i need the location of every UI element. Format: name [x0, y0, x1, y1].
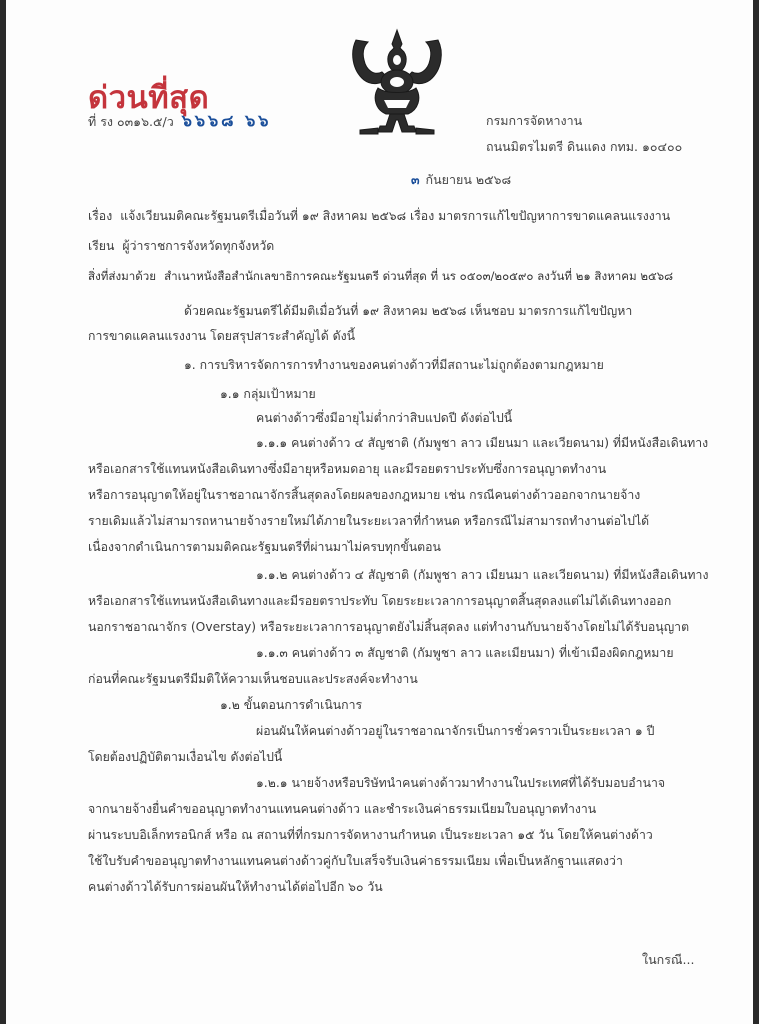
- body-line: หรือการอนุญาตให้อยู่ในราชอาณาจักรสิ้นสุดลงโดยผลของกฎหมาย เช่น กรณีคนต่างด้าวออกจากนายจ้าง: [88, 488, 641, 502]
- body-line: เนื่องจากดำเนินการตามมติคณะรัฐมนตรีที่ผ่านมาไม่ครบทุกขั้นตอน: [88, 540, 441, 554]
- subsection-heading: ๑.๑ กลุ่มเป้าหมาย: [220, 387, 316, 401]
- body-line: โดยต้องปฏิบัติตามเงื่อนไข ดังต่อไปนี้: [88, 750, 283, 764]
- body-line: รายเดิมแล้วไม่สามารถหานายจ้างรายใหม่ได้ภายในระยะเวลาที่กำหนด หรือกรณีไม่สามารถทำงานต่อไปได้: [88, 514, 650, 528]
- reference-prefix: ที่ รง ๐๓๑๖.๕/ว: [88, 114, 174, 129]
- date-day-handwritten: ๓: [411, 172, 420, 187]
- issuer-name: กรมการจัดหางาน: [486, 113, 583, 128]
- garuda-emblem-icon: [342, 22, 452, 142]
- body-line: ผ่อนผันให้คนต่างด้าวอยู่ในราชอาณาจักรเป็นการชั่วคราวเป็นระยะเวลา ๑ ปี: [256, 724, 655, 738]
- body-line: หรือเอกสารใช้แทนหนังสือเดินทางและมีรอยตราประทับ โดยระยะเวลาการอนุญาตสิ้นสุดลงแต่ไม่ได้เดินทางออก: [88, 594, 672, 608]
- body-line: ๑.๑.๓ คนต่างด้าว ๓ สัญชาติ (กัมพูชา ลาว และเมียนมา) ที่เข้าเมืองผิดกฎหมาย: [256, 646, 674, 660]
- body-line: ๑.๑.๑ คนต่างด้าว ๔ สัญชาติ (กัมพูชา ลาว เมียนมา และเวียดนาม) ที่มีหนังสือเดินทาง: [256, 436, 709, 450]
- reference-number: [88, 113, 271, 130]
- body-line: คนต่างด้าวได้รับการผ่อนผันให้ทำงานได้ต่อไปอีก ๖๐ วัน: [88, 880, 383, 894]
- date-month-year: กันยายน ๒๕๖๘: [425, 172, 512, 187]
- continuation-marker: ในกรณี...: [642, 952, 695, 967]
- urgency-stamp: ด่วนที่สุด: [88, 80, 210, 116]
- enclosure-text: สำเนาหนังสือสำนักเลขาธิการคณะรัฐมนตรี ด่วนที่สุด ที่ นร ๐๕๐๓/๒๐๕๙๐ ลงวันที่ ๒๑ สิงหาคม ๒๕๖๘: [164, 269, 674, 283]
- recipient-line: [88, 238, 274, 254]
- body-line: นอกราชอาณาจักร (Overstay) หรือระยะเวลาการอนุญาตยังไม่สิ้นสุดลง แต่ทำงานกับนายจ้างโดยไม่ได้รับอนุญาต: [88, 620, 690, 634]
- body-line: ก่อนที่คณะรัฐมนตรีมีมติให้ความเห็นชอบและประสงค์จะทำงาน: [88, 672, 418, 686]
- document-page: [6, 0, 753, 1024]
- body-line: การขาดแคลนแรงงาน โดยสรุปสาระสำคัญได้ ดังนี้: [88, 329, 356, 343]
- recipient-text: ผู้ว่าราชการจังหวัดทุกจังหวัด: [122, 239, 275, 253]
- body-line: หรือเอกสารใช้แทนหนังสือเดินทางซึ่งมีอายุหรือหมดอายุ และมีรอยตราประทับซึ่งการอนุญาตทำงาน: [88, 462, 607, 476]
- body-line: ใช้ใบรับคำขออนุญาตทำงานแทนคนต่างด้าวคู่กับใบเสร็จรับเงินค่าธรรมเนียม เพื่อเป็นหลักฐานแสดงว่า: [88, 854, 623, 868]
- section-heading: ๑. การบริหารจัดการการทำงานของคนต่างด้าวที่มีสถานะไม่ถูกต้องตามกฎหมาย: [184, 358, 604, 372]
- subject-text: แจ้งเวียนมติคณะรัฐมนตรีเมื่อวันที่ ๑๙ สิงหาคม ๒๕๖๘ เรื่อง มาตรการแก้ไขปัญหาการขาดแคลนแรงงาน: [120, 209, 671, 223]
- body-line: ด้วยคณะรัฐมนตรีได้มีมติเมื่อวันที่ ๑๙ สิงหาคม ๒๕๖๘ เห็นชอบ มาตรการแก้ไขปัญหา: [184, 304, 633, 318]
- subject-label: เรื่อง: [88, 209, 113, 223]
- body-line: จากนายจ้างยื่นคำขออนุญาตทำงานแทนคนต่างด้าว และชำระเงินค่าธรรมเนียมใบอนุญาตทำงาน: [88, 802, 597, 816]
- subject-line: [88, 208, 670, 224]
- issuer-address: ถนนมิตรไมตรี ดินแดง กทม. ๑๐๔๐๐: [486, 139, 683, 154]
- body-line: ๑.๑.๒ คนต่างด้าว ๔ สัญชาติ (กัมพูชา ลาว เมียนมา และเวียดนาม) ที่มีหนังสือเดินทาง: [256, 568, 709, 582]
- body-line: ผ่านระบบอิเล็กทรอนิกส์ หรือ ณ สถานที่ที่กรมการจัดหางานกำหนด เป็นระยะเวลา ๑๕ วัน โดยให้คนต่างด้าว: [88, 828, 653, 842]
- document-date: [411, 172, 511, 188]
- recipient-label: เรียน: [88, 239, 115, 253]
- body-line: คนต่างด้าวซึ่งมีอายุไม่ต่ำกว่าสิบแปดปี ดังต่อไปนี้: [256, 411, 513, 425]
- reference-number-handwritten: ๖๖๖๘ ๖๖: [181, 111, 272, 130]
- body-line: ๑.๒.๑ นายจ้างหรือบริษัทนำคนต่างด้าวมาทำงานในประเทศที่ได้รับมอบอำนาจ: [256, 776, 666, 790]
- subsection-heading: ๑.๒ ขั้นตอนการดำเนินการ: [220, 698, 363, 712]
- enclosure-line: [88, 268, 673, 284]
- enclosure-label: สิ่งที่ส่งมาด้วย: [88, 269, 157, 283]
